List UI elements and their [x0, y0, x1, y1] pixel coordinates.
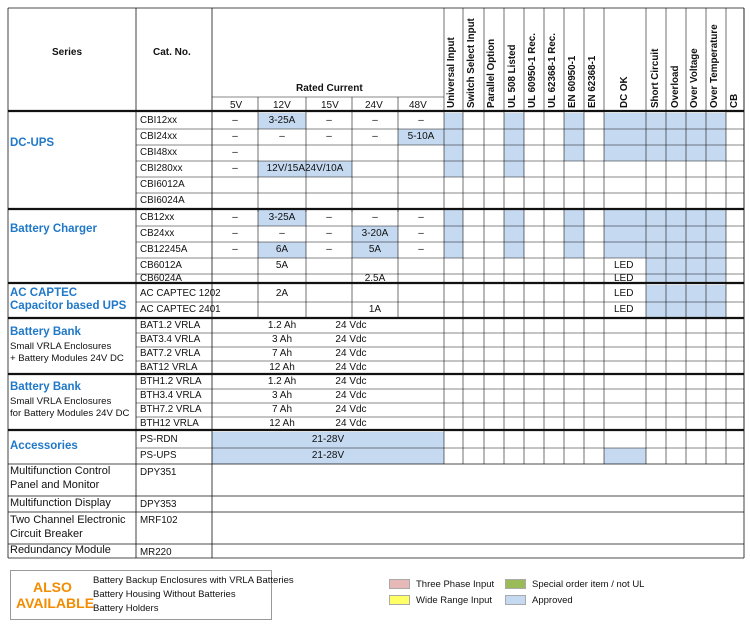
series-mfc-2: Panel and Monitor	[10, 479, 100, 491]
approved-cell	[646, 226, 666, 242]
voltage-cell: 24 Vdc	[335, 348, 367, 359]
table-cell: 1A	[368, 304, 382, 315]
approved-cell	[686, 242, 706, 258]
group-battery-bank-2: Battery Bank	[10, 381, 81, 393]
approved-cell	[604, 448, 646, 464]
led-cell: LED	[614, 272, 634, 284]
cat-number: BAT3.4 VRLA	[140, 334, 201, 345]
dash-cell: –	[232, 163, 238, 174]
voltage-48v: 48V	[409, 100, 427, 111]
feature-cb: CB	[729, 93, 740, 108]
also-item: Battery Backup Enclosures with VRLA Batteries	[93, 575, 294, 586]
dash-cell: –	[326, 244, 332, 255]
approved-cell	[686, 274, 706, 283]
approved-cell	[646, 274, 666, 283]
dash-cell: –	[279, 228, 285, 239]
voltage-24v: 24V	[365, 100, 383, 111]
table-cell: 5A	[275, 260, 289, 271]
approved-cell	[706, 285, 726, 302]
approved-cell	[666, 285, 686, 302]
approved-cell	[686, 258, 706, 274]
group-battery-bank-1-sub2: + Battery Modules 24V DC	[10, 353, 124, 364]
range-cell: 21-28V	[311, 434, 345, 445]
feature-ul508: UL 508 Listed	[507, 44, 518, 108]
feature-universal-input: Universal Input	[446, 37, 457, 108]
cat-number: CB6024A	[140, 272, 182, 284]
approved-cell	[686, 129, 706, 145]
legend-swatch-special	[505, 579, 526, 589]
feature-short-circuit: Short Circuit	[650, 48, 661, 108]
also-item: Battery Holders	[93, 603, 159, 614]
cat-number: DPY351	[140, 467, 177, 478]
voltage-cell: 24 Vdc	[335, 320, 367, 331]
led-cell: LED	[614, 304, 634, 315]
table-cell: 2A	[275, 287, 289, 299]
dash-cell: –	[418, 244, 424, 255]
approved-cell	[646, 129, 666, 145]
feature-en62368: EN 62368-1	[587, 55, 598, 108]
cat-number: AC CAPTEC 1202	[140, 287, 221, 299]
group-battery-bank-2-sub1: Small VRLA Enclosures	[10, 396, 112, 407]
cat-number: BTH12 VRLA	[140, 417, 199, 429]
approved-cell	[604, 226, 646, 242]
dash-cell: –	[326, 228, 332, 239]
series-tceb-2: Circuit Breaker	[10, 528, 83, 540]
approved-cell	[504, 210, 524, 226]
dash-cell: –	[232, 115, 238, 126]
approved-cell	[646, 285, 666, 302]
cat-number: MR220	[140, 547, 172, 558]
legend-swatch-approved	[505, 595, 526, 605]
table-cell: 3-25A	[268, 115, 296, 126]
cat-number: CB6012A	[140, 260, 182, 271]
approved-cell	[706, 302, 726, 318]
approved-cell	[646, 113, 666, 129]
voltage-15v: 15V	[321, 100, 339, 111]
approved-cell	[706, 242, 726, 258]
approved-cell	[666, 145, 686, 161]
approved-cell	[444, 226, 463, 242]
cat-number: CB12245A	[140, 244, 188, 255]
approved-cell	[706, 145, 726, 161]
dash-cell: –	[232, 147, 238, 158]
approved-cell	[604, 210, 646, 226]
cat-no-header: Cat. No.	[153, 47, 191, 58]
dash-cell: –	[326, 212, 332, 223]
also-word: ALSO	[33, 579, 72, 595]
group-ac-captec-sub: Capacitor based UPS	[10, 300, 127, 312]
dash-cell: –	[418, 228, 424, 239]
approved-cell	[444, 242, 463, 258]
legend-special: Special order item / not UL	[532, 579, 645, 590]
cat-number: MRF102	[140, 515, 178, 526]
dash-cell: –	[326, 115, 332, 126]
approved-cell	[444, 129, 463, 145]
voltage-cell: 24 Vdc	[335, 404, 367, 415]
legend-wide-range: Wide Range Input	[416, 595, 493, 606]
approved-cell	[604, 145, 646, 161]
feature-dc-ok: DC OK	[619, 76, 630, 108]
approved-cell	[504, 145, 524, 161]
table-cell: 3-20A	[361, 228, 389, 239]
capacity-cell: 3 Ah	[271, 390, 293, 401]
approved-cell	[706, 129, 726, 145]
approved-cell	[646, 210, 666, 226]
voltage-cell: 24 Vdc	[335, 334, 367, 345]
dash-cell: –	[326, 131, 332, 142]
approved-cell	[604, 129, 646, 145]
series-header: Series	[52, 47, 83, 58]
feature-overload: Overload	[670, 65, 681, 108]
approved-cell	[564, 113, 584, 129]
series-redundancy: Redundancy Module	[10, 544, 111, 556]
approved-cell	[666, 113, 686, 129]
capacity-cell: 7 Ah	[271, 348, 293, 359]
led-cell: LED	[614, 260, 634, 271]
voltage-cell: 24 Vdc	[335, 376, 367, 387]
approved-cell	[706, 226, 726, 242]
table-cell: 3-25A	[268, 212, 296, 223]
approved-cell	[666, 210, 686, 226]
group-accessories: Accessories	[10, 440, 78, 452]
dash-cell: –	[232, 228, 238, 239]
table-cell: 5A	[368, 244, 382, 255]
legend-swatch-wide-range	[389, 595, 410, 605]
voltage-cell: 24 Vdc	[335, 390, 367, 401]
approved-cell	[444, 161, 463, 177]
capacity-cell: 7 Ah	[271, 404, 293, 415]
approved-cell	[646, 302, 666, 318]
feature-over-voltage: Over Voltage	[689, 48, 700, 108]
feature-ul60950: UL 60950-1 Rec.	[527, 33, 538, 108]
cat-number: DPY353	[140, 499, 177, 510]
table-cell: 12V/15A24V/10A	[266, 163, 344, 174]
cat-number: PS-RDN	[140, 434, 178, 445]
capacity-cell: 1.2 Ah	[267, 320, 297, 331]
series-mfc-1: Multifunction Control	[10, 465, 111, 477]
approved-cell	[666, 226, 686, 242]
approved-cell	[686, 302, 706, 318]
cat-number: BAT7.2 VRLA	[140, 348, 201, 359]
also-item: Battery Housing Without Batteries	[93, 589, 236, 600]
approved-cell	[666, 129, 686, 145]
dash-cell: –	[232, 244, 238, 255]
cat-number: CBI6024A	[140, 195, 185, 206]
approved-cell	[444, 145, 463, 161]
approved-cell	[686, 145, 706, 161]
approved-cell	[666, 242, 686, 258]
voltage-cell: 24 Vdc	[335, 417, 367, 429]
cat-number: CBI48xx	[140, 147, 178, 158]
approved-cell	[686, 285, 706, 302]
cat-number: BAT12 VRLA	[140, 361, 198, 373]
approved-cell	[646, 242, 666, 258]
approved-cell	[444, 113, 463, 129]
approved-cell	[646, 145, 666, 161]
approved-cell	[564, 210, 584, 226]
dash-cell: –	[418, 212, 424, 223]
cat-number: CB12xx	[140, 212, 175, 223]
group-battery-bank-1-sub1: Small VRLA Enclosures	[10, 341, 112, 352]
cat-number: CBI12xx	[140, 115, 178, 126]
approved-cell	[686, 226, 706, 242]
group-dc-ups: DC-UPS	[10, 137, 55, 149]
voltage-5v: 5V	[230, 100, 243, 111]
cat-number: BTH7.2 VRLA	[140, 404, 202, 415]
capacity-cell: 12 Ah	[269, 361, 295, 373]
voltage-cell: 24 Vdc	[335, 361, 367, 373]
approved-cell	[504, 113, 524, 129]
cat-number: BAT1.2 VRLA	[140, 320, 201, 331]
approved-cell	[504, 226, 524, 242]
capacity-cell: 3 Ah	[271, 334, 293, 345]
approved-cell	[706, 274, 726, 283]
cat-number: CBI280xx	[140, 163, 183, 174]
available-word: AVAILABLE	[16, 595, 95, 611]
feature-en60950: EN 60950-1	[567, 55, 578, 108]
approved-cell	[504, 242, 524, 258]
approved-cell	[666, 274, 686, 283]
capacity-cell: 12 Ah	[269, 417, 295, 429]
approved-cell	[504, 129, 524, 145]
cat-number: BTH1.2 VRLA	[140, 376, 202, 387]
voltage-12v: 12V	[273, 100, 291, 111]
cat-number: PS-UPS	[140, 450, 177, 461]
approved-cell	[686, 210, 706, 226]
cat-number: CB24xx	[140, 228, 175, 239]
dash-cell: –	[279, 131, 285, 142]
group-ac-captec: AC CAPTEC	[10, 287, 78, 299]
dash-cell: –	[372, 115, 378, 126]
approved-cell	[444, 210, 463, 226]
cat-number: CBI6012A	[140, 179, 185, 190]
legend-swatch-three-phase	[389, 579, 410, 589]
led-cell: LED	[614, 287, 634, 299]
approved-cell	[706, 113, 726, 129]
feature-ul62368: UL 62368-1 Rec.	[547, 33, 558, 108]
also-available-box	[10, 570, 294, 620]
dash-cell: –	[372, 212, 378, 223]
table-cell: 2.5A	[364, 272, 386, 284]
feature-parallel-option: Parallel Option	[486, 38, 497, 108]
cat-number: BTH3.4 VRLA	[140, 390, 202, 401]
legend-approved: Approved	[532, 595, 573, 606]
approved-cell	[706, 210, 726, 226]
approved-cell	[666, 302, 686, 318]
approved-cell	[646, 258, 666, 274]
approved-cell	[564, 145, 584, 161]
feature-over-temperature: Over Temperature	[709, 24, 720, 108]
approved-cell	[564, 129, 584, 145]
approved-cell	[604, 113, 646, 129]
dash-cell: –	[232, 131, 238, 142]
table-cell: 5-10A	[407, 131, 435, 142]
approved-cell	[564, 226, 584, 242]
approved-cell	[604, 242, 646, 258]
cat-number: AC CAPTEC 2401	[140, 304, 221, 315]
rated-current-header: Rated Current	[296, 83, 363, 94]
dash-cell: –	[418, 115, 424, 126]
dash-cell: –	[232, 212, 238, 223]
group-battery-charger: Battery Charger	[10, 223, 97, 235]
approved-cell	[666, 258, 686, 274]
feature-switch-select-input: Switch Select Input	[466, 18, 477, 108]
group-battery-bank-2-sub2: for Battery Modules 24V DC	[10, 408, 130, 419]
range-cell: 21-28V	[311, 450, 345, 461]
approved-cell	[504, 161, 524, 177]
legend-three-phase: Three Phase Input	[416, 579, 495, 590]
capacity-cell: 1.2 Ah	[267, 376, 297, 387]
table-cell: 6A	[275, 244, 289, 255]
series-mfd: Multifunction Display	[10, 497, 111, 509]
approved-cell	[706, 258, 726, 274]
group-battery-bank-1: Battery Bank	[10, 326, 81, 338]
series-tceb-1: Two Channel Electronic	[10, 514, 126, 526]
approved-cell	[686, 113, 706, 129]
cat-number: CBI24xx	[140, 131, 178, 142]
dash-cell: –	[372, 131, 378, 142]
approved-cell	[564, 242, 584, 258]
